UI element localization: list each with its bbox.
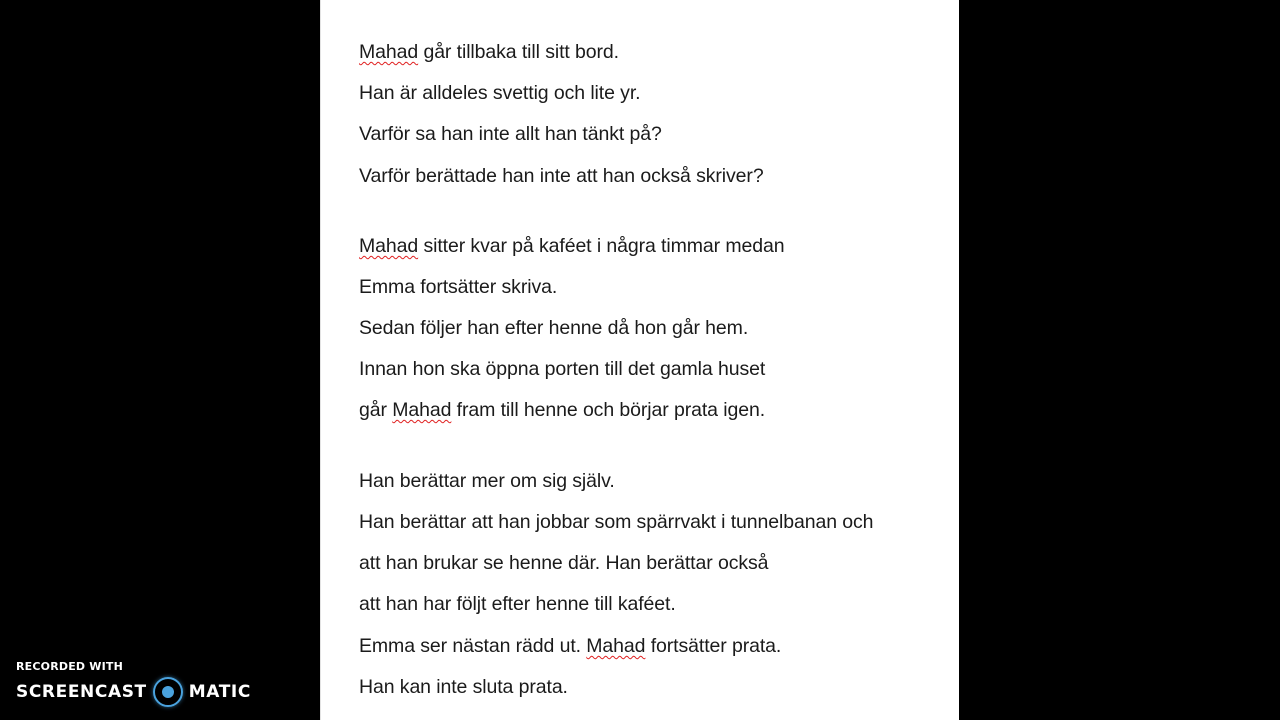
text-line[interactable]: [359, 592, 676, 616]
text-segment: Han är alldeles svettig och lite yr.: [359, 82, 641, 104]
text-segment: sitter kvar på kaféet i några timmar medan: [418, 235, 785, 257]
text-line[interactable]: [359, 634, 781, 658]
text-line[interactable]: [359, 316, 748, 340]
text-line[interactable]: [359, 469, 615, 493]
text-segment: Innan hon ska öppna porten till det gamla huset: [359, 358, 766, 380]
misspelled-word: Mahad: [586, 635, 646, 657]
text-line[interactable]: [359, 234, 784, 258]
text-line[interactable]: [359, 357, 765, 381]
text-line[interactable]: [359, 81, 640, 105]
text-line[interactable]: [359, 398, 765, 422]
recorded-with-label: RECORDED WITH: [16, 660, 124, 673]
text-line[interactable]: [359, 551, 768, 575]
logo-dot-icon: [162, 686, 174, 698]
misspelled-word: Mahad: [359, 41, 419, 63]
brand-right-text: MATIC: [188, 682, 251, 702]
misspelled-word: Mahad: [392, 399, 452, 421]
text-segment: Emma ser nästan rädd ut.: [359, 635, 587, 657]
text-segment: Han berättar mer om sig själv.: [359, 470, 615, 492]
text-line[interactable]: [359, 675, 568, 699]
screencast-watermark: [16, 660, 251, 707]
text-line[interactable]: [359, 164, 764, 188]
text-segment: går tillbaka till sitt bord.: [418, 41, 619, 63]
text-segment: fortsätter prata.: [645, 635, 782, 657]
text-segment: att han har följt efter henne till kaféet.: [359, 593, 676, 615]
text-segment: Sedan följer han efter henne då hon går hem.: [359, 317, 749, 339]
text-segment: Han berättar att han jobbar som spärrvakt i tunnelbanan och: [359, 511, 874, 533]
text-line[interactable]: [359, 510, 873, 534]
brand-name: [16, 677, 251, 707]
text-segment: Varför sa han inte allt han tänkt på?: [359, 123, 662, 145]
misspelled-word: Mahad: [359, 235, 419, 257]
text-line[interactable]: [359, 275, 557, 299]
text-segment: Han kan inte sluta prata.: [359, 676, 568, 698]
text-segment: går: [359, 399, 393, 421]
document-page: [320, 0, 959, 720]
text-segment: Varför berättade han inte att han också skriver?: [359, 165, 764, 187]
text-segment: fram till henne och börjar prata igen.: [451, 399, 766, 421]
text-segment: att han brukar se henne där. Han berättar också: [359, 552, 769, 574]
text-line[interactable]: [359, 122, 662, 146]
text-segment: Emma fortsätter skriva.: [359, 276, 558, 298]
brand-left-text: SCREENCAST: [16, 682, 147, 702]
screencast-o-matic-logo-icon: [153, 677, 183, 707]
text-line[interactable]: [359, 40, 619, 64]
